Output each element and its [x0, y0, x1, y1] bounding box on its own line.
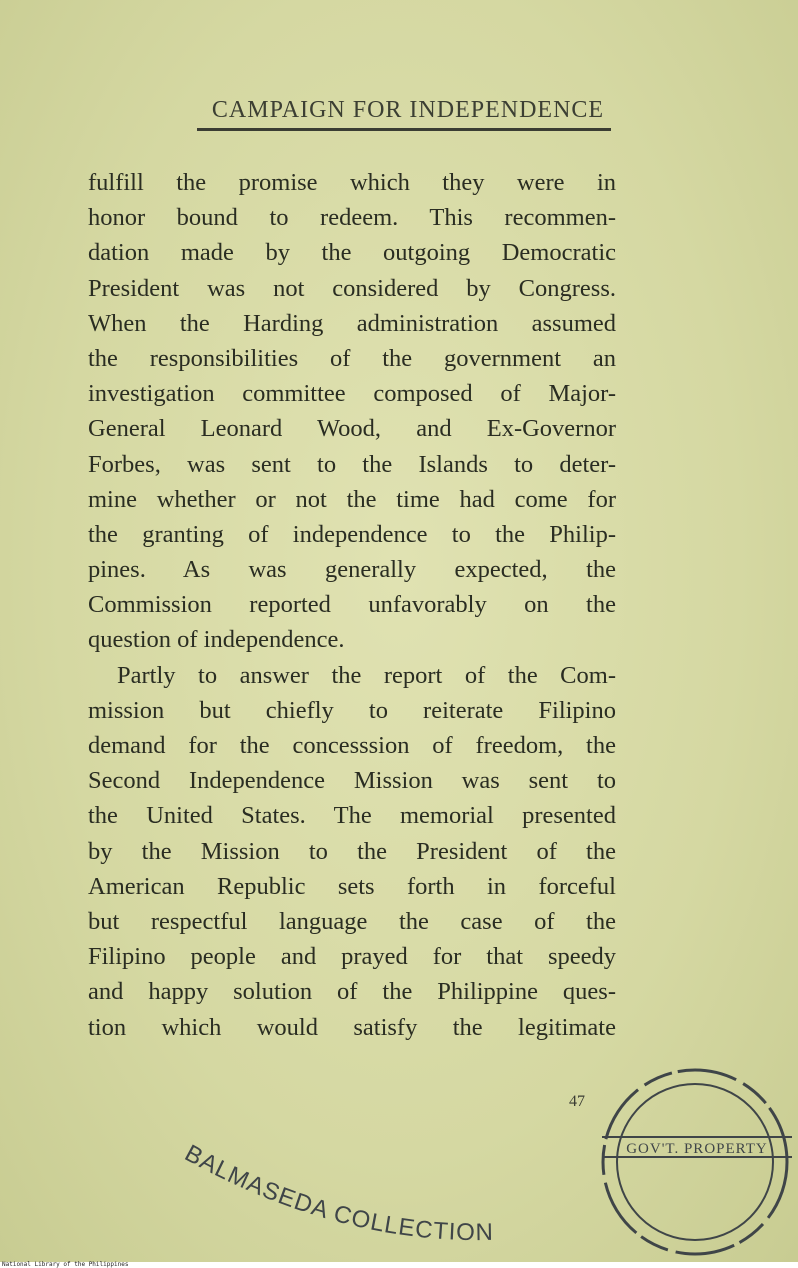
text-line: the United States. The memorial presented — [88, 802, 616, 830]
text-line: Filipino people and prayed for that speedy — [88, 943, 616, 971]
header-rule — [197, 128, 611, 131]
text-line: demand for the concesssion of freedom, the — [88, 732, 616, 759]
text-line: Second Independence Mission was sent to — [88, 767, 616, 795]
text-line: by the Mission to the President of the — [88, 837, 616, 865]
text-line: Forbes, was sent to the Islands to deter- — [88, 450, 616, 478]
text-line: pines. As was generally expected, the — [88, 556, 616, 584]
text-line: the responsibilities of the government an — [88, 344, 616, 372]
text-line: Partly to answer the report of the Com- — [117, 661, 616, 689]
collection-stamp — [178, 1138, 528, 1248]
collection-stamp-text: BALMASEDA COLLECTION — [180, 1139, 495, 1247]
text-line: President was not considered by Congress. — [88, 274, 616, 302]
text-line: honor bound to redeem. This recommen- — [88, 204, 616, 232]
text-line: mine whether or not the time had come for — [88, 485, 616, 513]
paragraph-2 — [88, 658, 616, 1045]
seal-text: GOV'T. PROPERTY — [626, 1141, 768, 1157]
text-line: tion which would satisfy the legitimate — [88, 1013, 616, 1041]
text-line: General Leonard Wood, and Ex-Governor — [88, 415, 616, 443]
text-line: fulfill the promise which they were in — [88, 169, 616, 196]
paragraph-1 — [88, 165, 616, 658]
page-number: 47 — [569, 1093, 585, 1110]
text-line: but respectful language the case of the — [88, 907, 616, 935]
text-line: dation made by the outgoing Democratic — [88, 239, 616, 267]
text-line: question of independence. — [88, 626, 345, 654]
govt-property-seal — [592, 1060, 798, 1260]
text-line: the granting of independence to the Philip- — [88, 520, 616, 548]
scan-credit: National Library of the Philippines — [2, 1261, 129, 1268]
body-text — [88, 165, 616, 1045]
text-line: Commission reported unfavorably on the — [88, 591, 616, 619]
text-line: American Republic sets forth in forceful — [88, 872, 616, 900]
running-head: CAMPAIGN FOR INDEPENDENCE — [211, 97, 605, 123]
text-line: mission but chiefly to reiterate Filipino — [88, 696, 616, 724]
text-line: investigation committee composed of Major- — [88, 380, 616, 408]
text-line: When the Harding administration assumed — [88, 309, 616, 337]
text-line: and happy solution of the Philippine ques- — [88, 978, 616, 1006]
